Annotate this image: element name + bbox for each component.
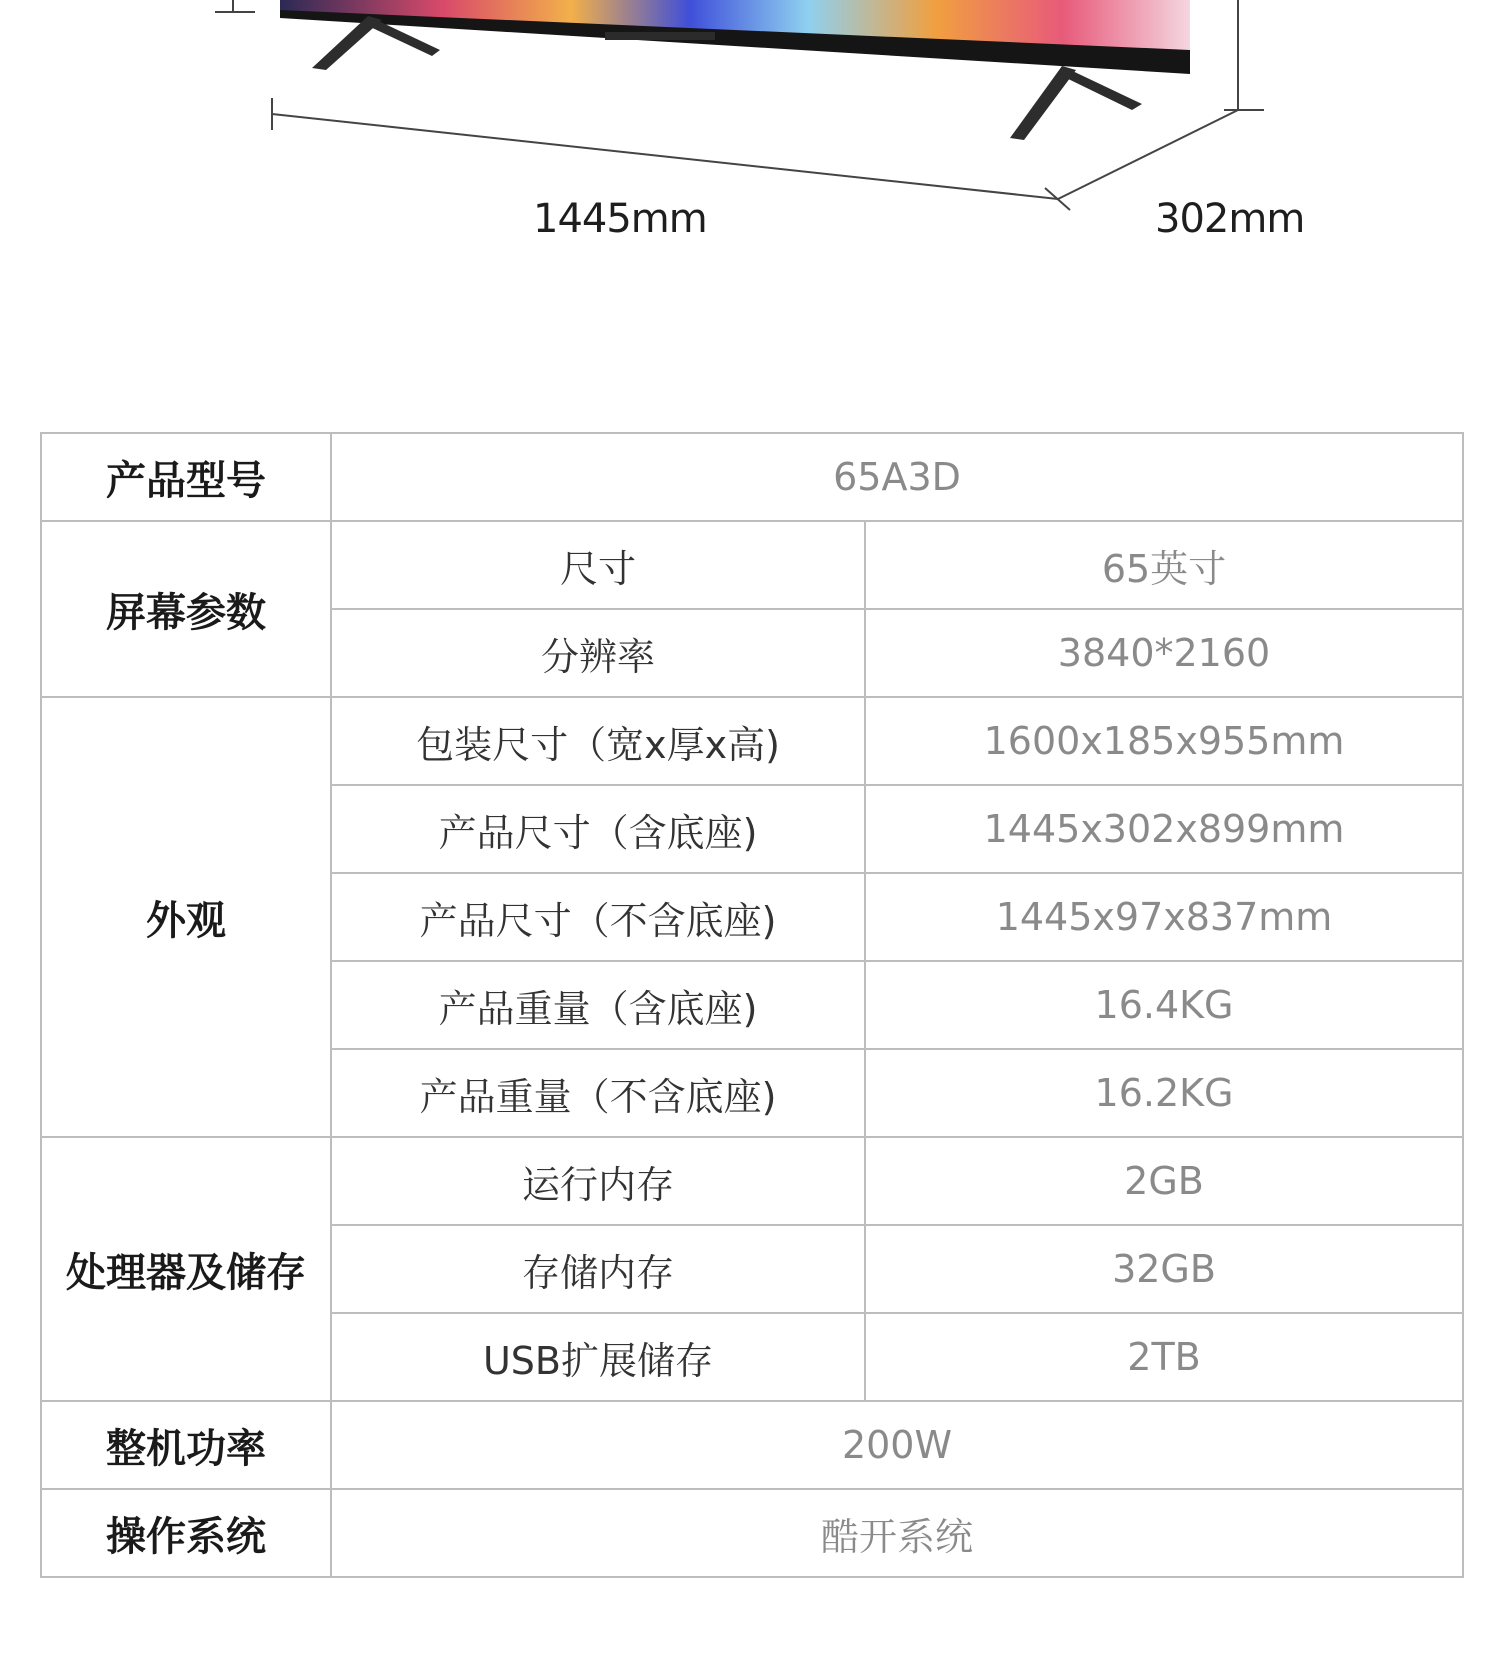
width-dimension-label: 1445mm	[533, 196, 707, 242]
section-label-os: 操作系统	[41, 1489, 331, 1577]
depth-dimension-label: 302mm	[1155, 196, 1305, 242]
section-label-processor: 处理器及储存	[41, 1137, 331, 1401]
tv-dimension-diagram	[0, 0, 1500, 300]
section-label-screen: 屏幕参数	[41, 521, 331, 697]
attr-value: 16.2KG	[865, 1049, 1463, 1137]
attr-value: 32GB	[865, 1225, 1463, 1313]
spec-table	[40, 432, 1464, 1578]
attr-label: 产品尺寸（含底座)	[331, 785, 865, 873]
attr-value: 2TB	[865, 1313, 1463, 1401]
os-value: 酷开系统	[331, 1489, 1463, 1577]
table-row	[41, 697, 1463, 785]
table-row	[41, 1489, 1463, 1577]
attr-value: 2GB	[865, 1137, 1463, 1225]
section-label-power: 整机功率	[41, 1401, 331, 1489]
attr-label: 存储内存	[331, 1225, 865, 1313]
attr-label: 运行内存	[331, 1137, 865, 1225]
attr-value: 3840*2160	[865, 609, 1463, 697]
attr-value: 16.4KG	[865, 961, 1463, 1049]
attr-label: 产品重量（不含底座)	[331, 1049, 865, 1137]
attr-value: 1445x97x837mm	[865, 873, 1463, 961]
table-row	[41, 1137, 1463, 1225]
table-row	[41, 521, 1463, 609]
attr-label: USB扩展储存	[331, 1313, 865, 1401]
section-label-model: 产品型号	[41, 433, 331, 521]
tv-stand-right	[1010, 66, 1142, 140]
attr-label: 产品重量（含底座)	[331, 961, 865, 1049]
table-row	[41, 1401, 1463, 1489]
attr-label: 包装尺寸（宽x厚x高)	[331, 697, 865, 785]
attr-value: 1600x185x955mm	[865, 697, 1463, 785]
model-value: 65A3D	[331, 433, 1463, 521]
tv-screen	[280, 0, 1190, 74]
attr-value: 65英寸	[865, 521, 1463, 609]
tv-illustration	[0, 0, 1500, 300]
attr-value: 1445x302x899mm	[865, 785, 1463, 873]
table-row	[41, 433, 1463, 521]
section-label-appearance: 外观	[41, 697, 331, 1137]
attr-label: 分辨率	[331, 609, 865, 697]
attr-label: 尺寸	[331, 521, 865, 609]
power-value: 200W	[331, 1401, 1463, 1489]
attr-label: 产品尺寸（不含底座)	[331, 873, 865, 961]
